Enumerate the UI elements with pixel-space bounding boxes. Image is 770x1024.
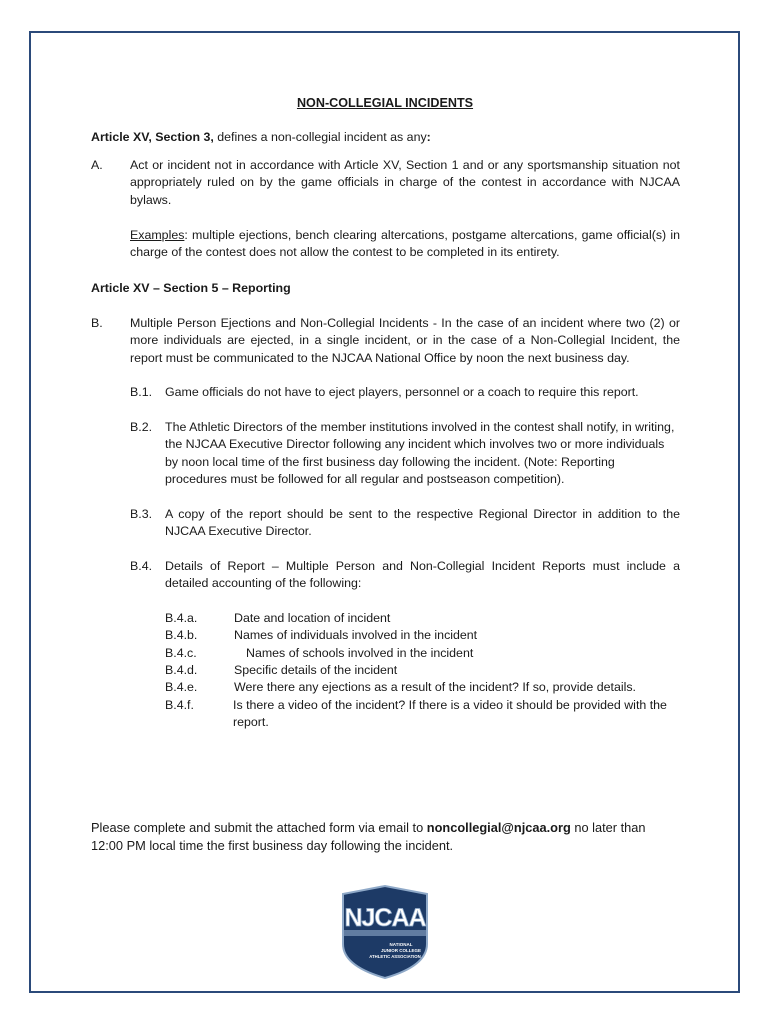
njcaa-logo bbox=[335, 884, 435, 980]
closing-text-1: Please complete and submit the attached form via email to bbox=[91, 820, 427, 835]
b4b-text: Names of individuals involved in the incident bbox=[234, 628, 478, 642]
b2-label: B.2. bbox=[130, 420, 153, 434]
email-link[interactable]: noncollegial@njcaa.org bbox=[426, 820, 571, 835]
b4c-text: Names of schools involved in the incident bbox=[246, 646, 474, 660]
section-a-label: A. bbox=[91, 158, 103, 172]
reporting-heading: Article XV – Section 5 – Reporting bbox=[91, 281, 291, 295]
b4b-label: B.4.b. bbox=[165, 628, 198, 642]
b3-label: B.3. bbox=[130, 507, 153, 521]
page-title: NON-COLLEGIAL INCIDENTS bbox=[296, 96, 474, 110]
b2-text: The Athletic Directors of the member institutions involved in the contest shall notify, in writing, the NJCAA Executive Director following any incident which involves two or more individuals by noon local time of the first business day following the incident. (Note: Reporting procedures must be followed for all regular and postseason competition). bbox=[165, 420, 675, 487]
logo-line-3: ATHLETIC ASSOCIATION bbox=[369, 954, 421, 959]
b4e-label: B.4.e. bbox=[165, 680, 198, 694]
logo-letters: NJCAA bbox=[344, 904, 426, 932]
section-b-label: B. bbox=[91, 316, 103, 330]
intro-colon: : bbox=[426, 130, 431, 144]
b4f-label: B.4.f. bbox=[165, 698, 194, 712]
b4c-label: B.4.c. bbox=[165, 646, 197, 660]
examples-label: Examples bbox=[130, 228, 185, 242]
section-b-text: Multiple Person Ejections and Non-Collegial Incidents - In the case of an incident where two (2) or more individuals are ejected, in a single incident, or in the case of a Non-Collegial Incident, the report must be communicated to the NJCAA National Office by noon the next business day. bbox=[130, 316, 680, 365]
b1-text: Game officials do not have to eject players, personnel or a coach to require this report. bbox=[165, 385, 639, 399]
b4e-text: Were there any ejections as a result of the incident? If so, provide details. bbox=[234, 680, 636, 694]
intro-line bbox=[91, 129, 691, 146]
logo-line-1: NATIONAL bbox=[389, 942, 413, 947]
intro-text: defines a non-collegial incident as any bbox=[213, 130, 427, 144]
section-a-text: Act or incident not in accordance with Article XV, Section 1 and or any sportsmanship situation not appropriately ruled on by the game officials in charge of the contest in accordance with NJCAA bylaws. bbox=[130, 158, 680, 207]
b4-text: Details of Report – Multiple Person and Non-Collegial Incident Reports must include a detailed accounting of the following: bbox=[165, 559, 680, 591]
b1-label: B.1. bbox=[130, 385, 153, 399]
b4-label: B.4. bbox=[130, 559, 153, 573]
b4d-text: Specific details of the incident bbox=[234, 663, 398, 677]
intro-article: Article XV, Section 3, bbox=[91, 130, 214, 144]
closing-text-2: no later than 12:00 PM local time the first business day following the incident. bbox=[91, 820, 646, 853]
section-a-examples bbox=[130, 227, 680, 262]
b4d-label: B.4.d. bbox=[165, 663, 198, 677]
closing-paragraph bbox=[91, 819, 681, 855]
b3-text: A copy of the report should be sent to the respective Regional Director in addition to the NJCAA Executive Director. bbox=[165, 507, 680, 539]
b4a-label: B.4.a. bbox=[165, 611, 198, 625]
logo-line-2: JUNIOR COLLEGE bbox=[380, 948, 422, 953]
b4a-text: Date and location of incident bbox=[234, 611, 391, 625]
b4f-text: Is there a video of the incident? If there is a video it should be provided with the report. bbox=[233, 698, 667, 730]
examples-text: : multiple ejections, bench clearing altercations, postgame altercations, game official(s) in charge of the contest does not allow the contest to be completed in its entirety. bbox=[130, 228, 680, 260]
